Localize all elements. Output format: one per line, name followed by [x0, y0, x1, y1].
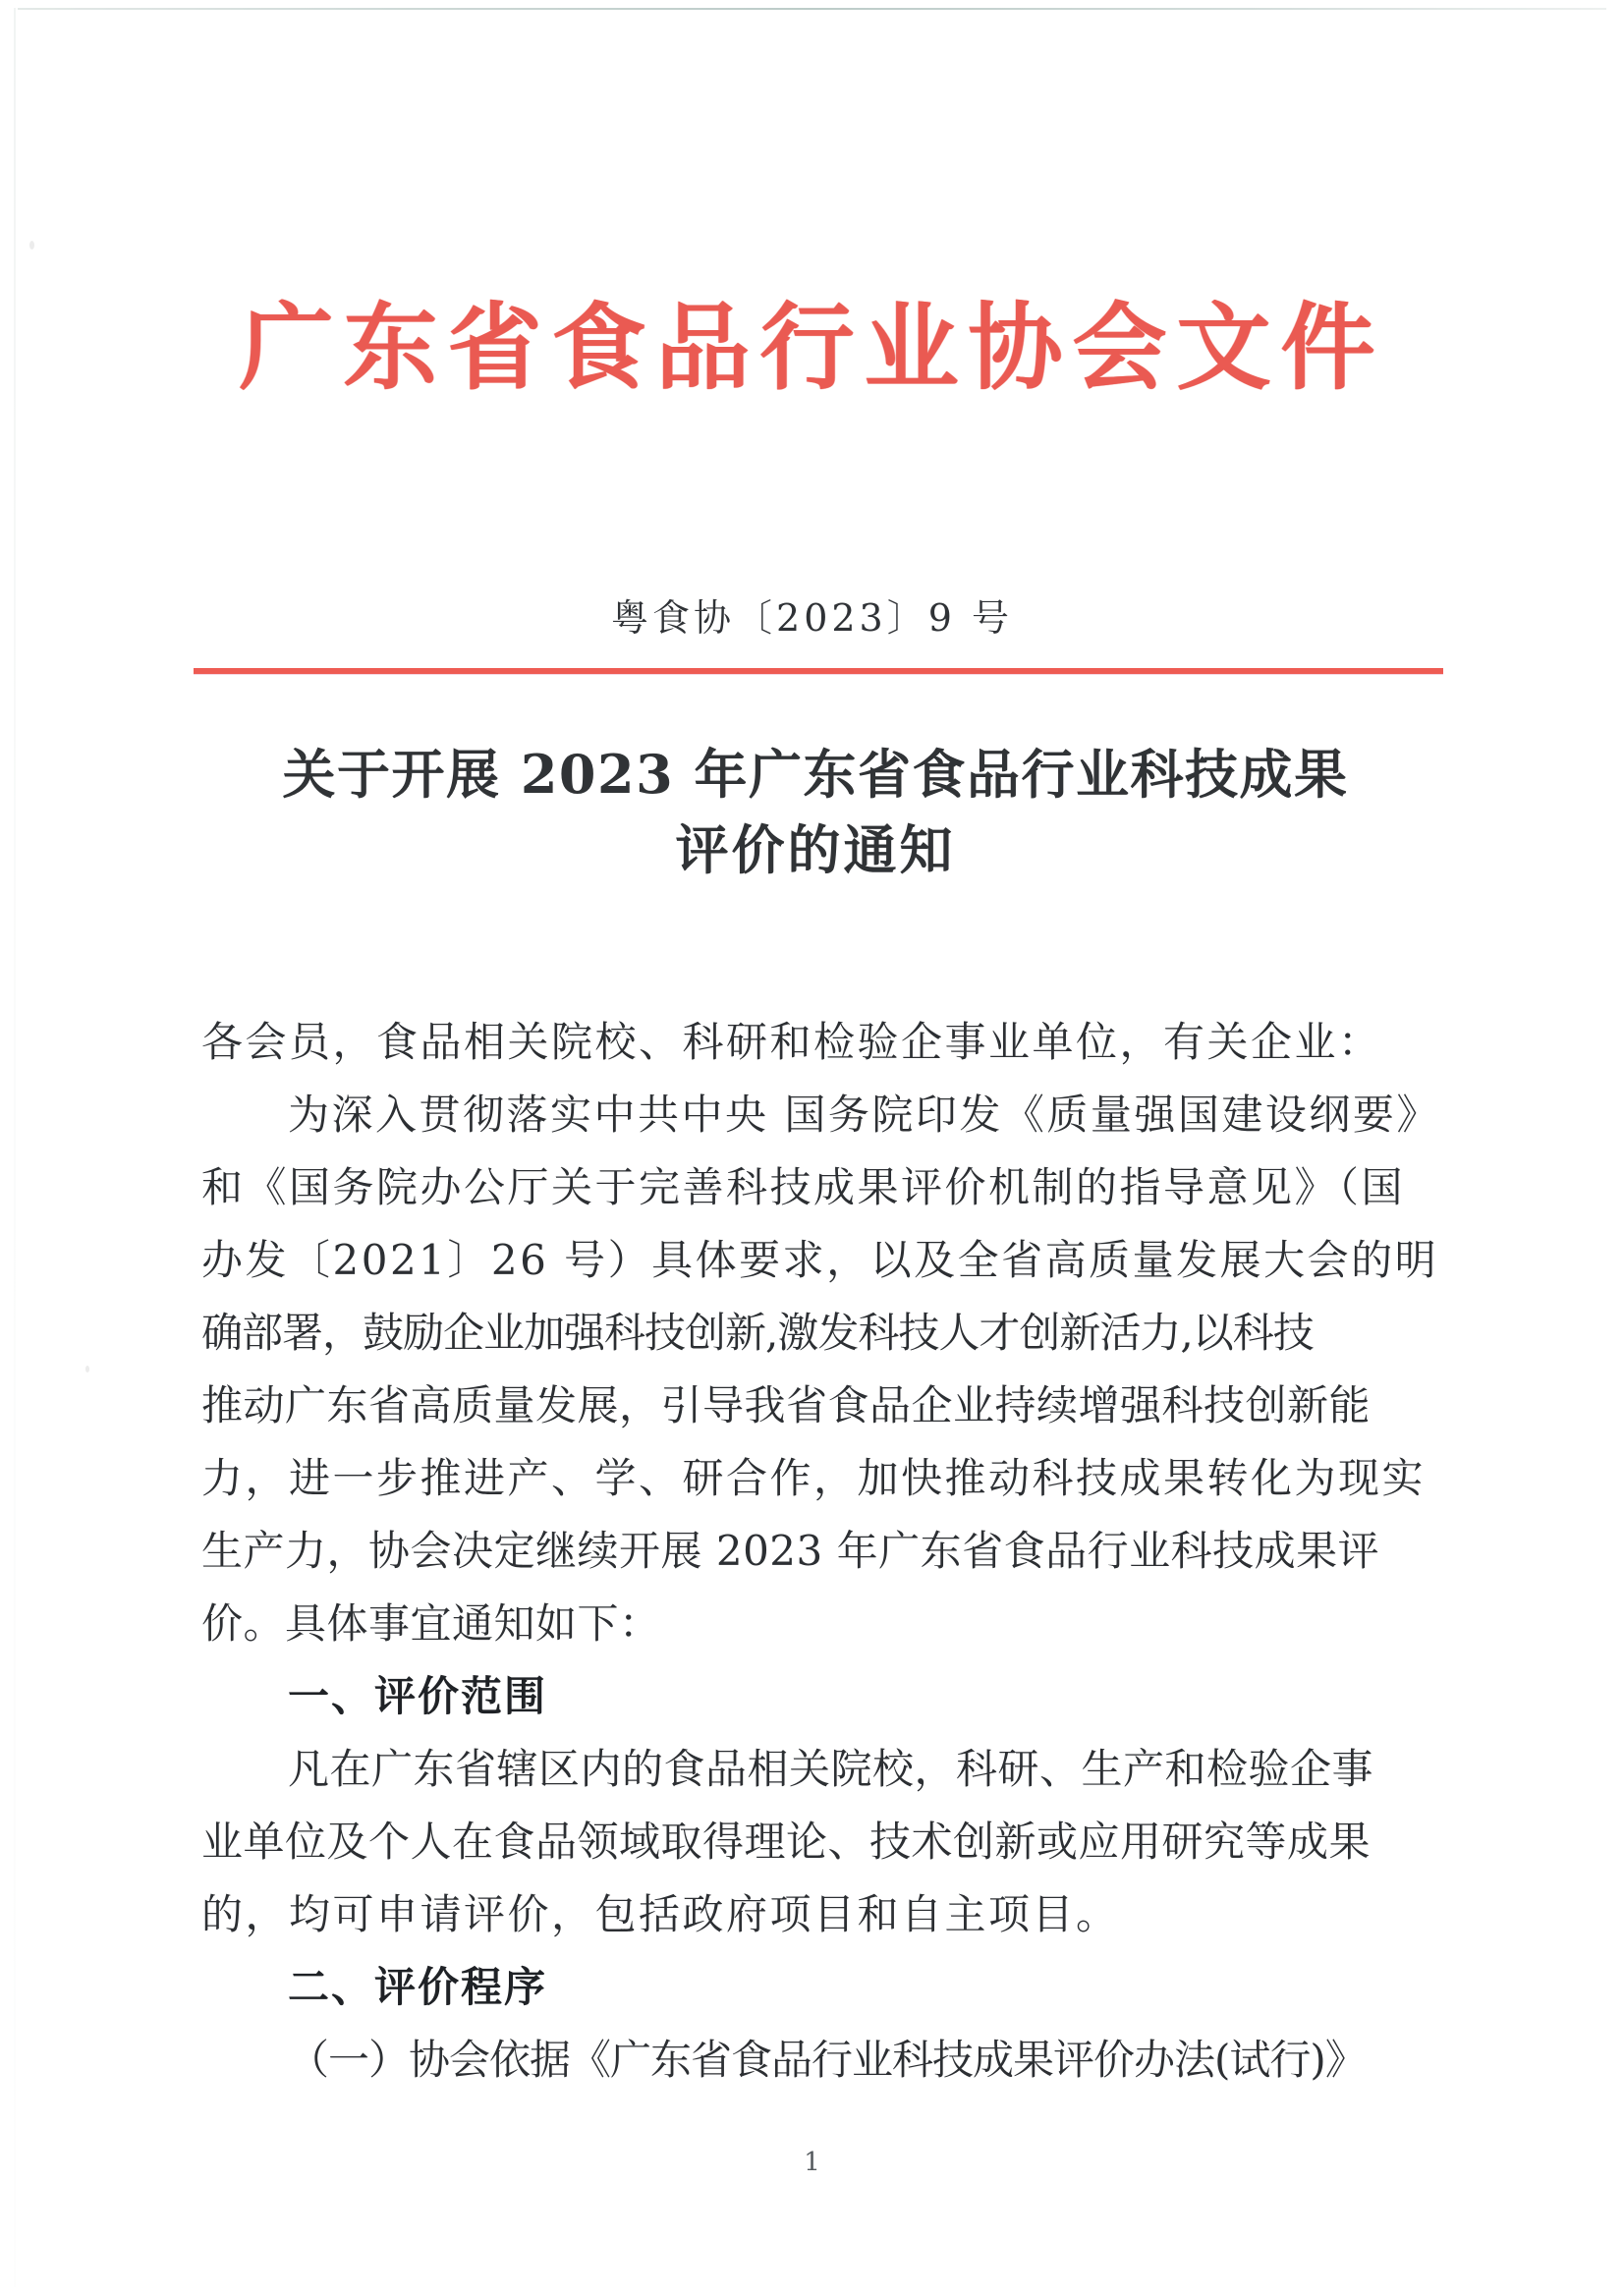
- section-1-line-2: 业单位及个人在食品领域取得理论、技术创新或应用研究等成果: [201, 1818, 1372, 1866]
- paragraph-1-line-2: 和《国务院办公厅关于完善科技成果评价机制的指导意见》（国: [201, 1163, 1406, 1211]
- masthead: [0, 292, 1624, 403]
- paragraph-1-line-6: 力，进一步推进产、学、研合作，加快推动科技成果转化为现实: [201, 1454, 1427, 1502]
- scan-speck: [29, 241, 34, 250]
- paragraph-1-line-7: 生产力，协会决定继续开展 2023 年广东省食品行业科技成果评: [201, 1527, 1380, 1575]
- page-title-line-2: 评价的通知: [675, 817, 956, 881]
- section-2-line-1: （一）协会依据《广东省食品行业科技成果评价办法(试行)》: [288, 2036, 1366, 2084]
- page-number: 1: [804, 2148, 820, 2177]
- scan-speck: [85, 1366, 89, 1372]
- paragraph-1-line-8: 价。具体事宜通知如下：: [201, 1599, 661, 1648]
- paragraph-1-line-3: 办发〔2021〕26 号）具体要求，以及全省高质量发展大会的明: [201, 1236, 1439, 1284]
- document-body: [201, 1006, 1440, 2097]
- paragraph-1-line-4: 确部署，鼓励企业加强科技创新,激发科技人才创新活力,以科技: [201, 1309, 1314, 1357]
- section-1-line-1: 凡在广东省辖区内的食品相关院校，科研、生产和检验企事: [288, 1745, 1374, 1793]
- section-1-line-3: 的，均可申请评价，包括政府项目和自主项目。: [201, 1890, 1120, 1938]
- salutation-line: 各会员，食品相关院校、科研和检验企事业单位，有关企业：: [201, 1018, 1382, 1066]
- paragraph-1-line-1: 为深入贯彻落实中共中央 国务院印发《质量强国建设纲要》: [288, 1091, 1440, 1139]
- masthead-title: 广东省食品行业协会文件: [239, 292, 1385, 403]
- section-heading-2: 二、评价程序: [288, 1963, 548, 2011]
- section-heading-1: 一、评价范围: [288, 1672, 548, 1720]
- page-title: [211, 737, 1420, 887]
- scan-edge-artifact-top: [18, 8, 1606, 10]
- red-divider-rule: [194, 668, 1443, 674]
- page-title-line-1: 关于开展 2023 年广东省食品行业科技成果: [282, 743, 1349, 806]
- paragraph-1-line-5: 推动广东省高质量发展，引导我省食品企业持续增强科技创新能: [201, 1381, 1372, 1429]
- document-number: 粤食协〔2023〕9 号: [611, 596, 1013, 640]
